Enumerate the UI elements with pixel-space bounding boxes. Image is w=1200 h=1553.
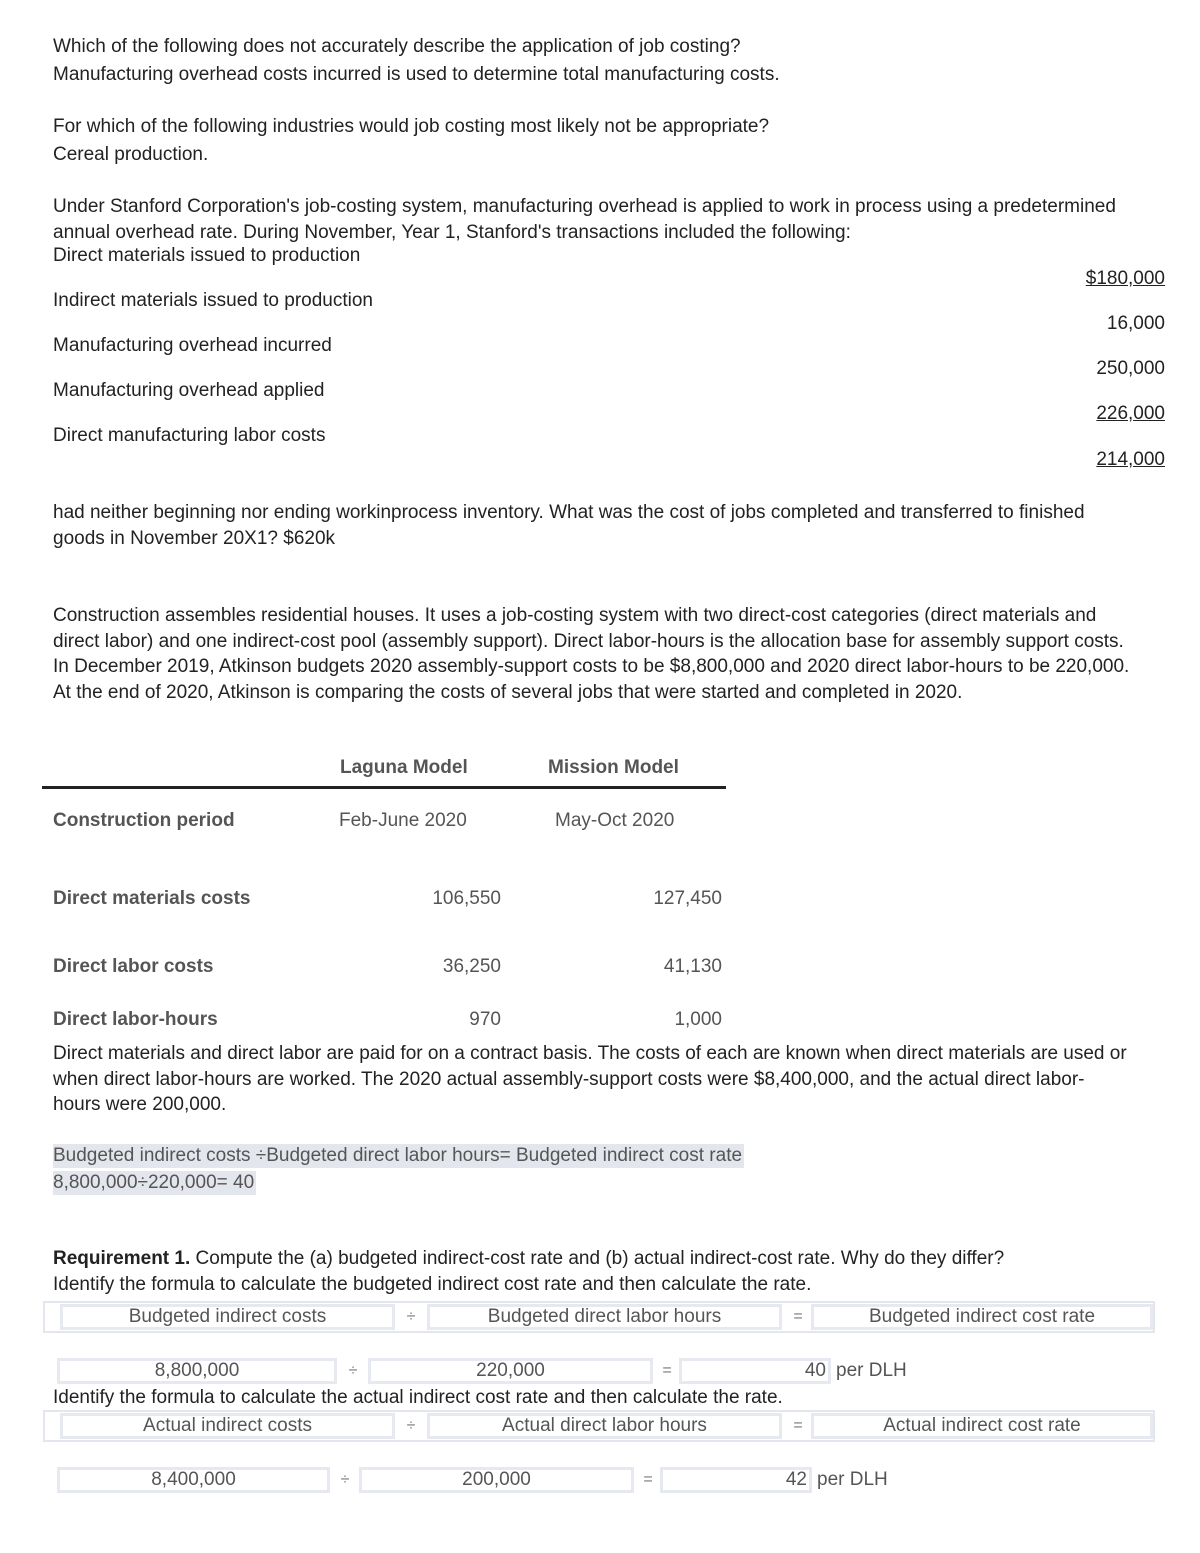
- cell-value: 1,000: [674, 1009, 722, 1030]
- column-header-laguna: Laguna Model: [340, 757, 468, 778]
- after-table-line: Direct materials and direct labor are paid for on a contract basis. The costs of each are known when direct materials are used or: [53, 1043, 1127, 1064]
- cell-value: 970: [469, 1009, 501, 1030]
- highlight-line: 8,800,000÷220,000= 40: [53, 1172, 255, 1193]
- budgeted-rate-unit: per DLH: [836, 1360, 907, 1381]
- item-label: Manufacturing overhead applied: [53, 380, 325, 401]
- question-1: [53, 34, 780, 87]
- row-label: Direct labor-hours: [53, 1009, 218, 1030]
- item-value: 250,000: [1096, 358, 1165, 379]
- actual-indirect-cost-rate-select[interactable]: Actual indirect cost rate: [811, 1413, 1153, 1439]
- requirement-label: Requirement 1.: [53, 1248, 191, 1269]
- case-line: At the end of 2020, Atkinson is comparing the costs of several jobs that were started and completed in 2020.: [53, 681, 963, 703]
- case-description: [53, 603, 1129, 705]
- item-label: Direct manufacturing labor costs: [53, 425, 326, 446]
- question-3-followup: [53, 500, 1085, 551]
- item-value: 16,000: [1106, 313, 1165, 334]
- question-1-answer: Manufacturing overhead costs incurred is used to determine total manufacturing costs.: [53, 63, 780, 85]
- actual-instruction: Identify the formula to calculate the actual indirect cost rate and then calculate the rate.: [53, 1387, 783, 1408]
- after-table-line: hours were 200,000.: [53, 1094, 227, 1115]
- equals-sign: =: [662, 1362, 672, 1379]
- budgeted-indirect-costs-input[interactable]: 8,800,000: [57, 1358, 337, 1384]
- budgeted-labor-hours-input[interactable]: 220,000: [368, 1358, 653, 1384]
- case-line: In December 2019, Atkinson budgets 2020 assembly-support costs to be $8,800,000 and 2020 direct labor-hours to be 220,000.: [53, 656, 1130, 677]
- after-table-line: when direct labor-hours are worked. The 2020 actual assembly-support costs were $8,400,000, and the actual direct labor-: [53, 1068, 1085, 1090]
- question-2-answer: Cereal production.: [53, 143, 209, 165]
- row-label: Direct materials costs: [53, 888, 251, 909]
- after-table-text: [53, 1041, 1127, 1118]
- question-2: [53, 114, 769, 167]
- actual-direct-labor-hours-select[interactable]: Actual direct labor hours: [427, 1413, 782, 1439]
- question-3-intro-line: Under Stanford Corporation's job-costing system, manufacturing overhead is applied to work in process using a predetermined: [53, 196, 1116, 217]
- equals-sign: =: [793, 1308, 803, 1325]
- highlight-line: Budgeted indirect costs ÷Budgeted direct labor hours= Budgeted indirect cost rate: [53, 1145, 743, 1166]
- divide-sign: ÷: [406, 1308, 416, 1325]
- followup-line: goods in November 20X1? $620k: [53, 527, 336, 549]
- cell-value: 127,450: [653, 888, 722, 909]
- row-label: Direct labor costs: [53, 956, 214, 977]
- item-label: Indirect materials issued to production: [53, 290, 373, 311]
- question-2-text: For which of the following industries would job costing most likely not be appropriate?: [53, 116, 770, 137]
- requirement-heading: [53, 1248, 1004, 1270]
- cell-value: 41,130: [663, 956, 722, 977]
- divide-sign: ÷: [348, 1362, 358, 1379]
- followup-line: had neither beginning nor ending workinprocess inventory. What was the cost of jobs completed and transferred to finished: [53, 502, 1085, 523]
- budgeted-instruction: Identify the formula to calculate the budgeted indirect cost rate and then calculate the rate.: [53, 1274, 812, 1295]
- question-3-intro: [53, 194, 1116, 245]
- item-label: Direct materials issued to production: [53, 245, 361, 266]
- table-header-rule: [42, 786, 726, 789]
- item-value: 226,000: [1096, 403, 1165, 424]
- column-header-mission: Mission Model: [548, 757, 679, 778]
- equals-sign: =: [643, 1471, 653, 1488]
- divide-sign: ÷: [340, 1471, 350, 1488]
- budgeted-rate-input[interactable]: 40: [679, 1358, 831, 1384]
- question-1-text: Which of the following does not accurately describe the application of job costing?: [53, 36, 741, 57]
- cell-value: May-Oct 2020: [555, 810, 675, 831]
- actual-indirect-costs-input[interactable]: 8,400,000: [57, 1467, 330, 1493]
- budgeted-indirect-cost-rate-select[interactable]: Budgeted indirect cost rate: [811, 1304, 1153, 1330]
- question-3-intro-line: annual overhead rate. During November, Year 1, Stanford's transactions included the following:: [53, 221, 851, 243]
- row-label: Construction period: [53, 810, 235, 831]
- case-line: Construction assembles residential houses. It uses a job-costing system with two direct-cost categories (direct materials and: [53, 605, 1097, 626]
- budgeted-indirect-costs-select[interactable]: Budgeted indirect costs: [60, 1304, 395, 1330]
- item-value: $180,000: [1085, 268, 1165, 289]
- actual-indirect-costs-select[interactable]: Actual indirect costs: [60, 1413, 395, 1439]
- item-label: Manufacturing overhead incurred: [53, 335, 332, 356]
- actual-rate-unit: per DLH: [817, 1469, 888, 1490]
- divide-sign: ÷: [406, 1417, 416, 1434]
- item-value: 214,000: [1096, 449, 1165, 470]
- actual-rate-input[interactable]: 42: [660, 1467, 812, 1493]
- equals-sign: =: [793, 1417, 803, 1434]
- requirement-text: Compute the (a) budgeted indirect-cost rate and (b) actual indirect-cost rate. Why do they differ?: [190, 1248, 1005, 1269]
- cell-value: 106,550: [432, 888, 501, 909]
- cell-value: 36,250: [442, 956, 501, 977]
- cell-value: Feb-June 2020: [339, 810, 467, 831]
- actual-labor-hours-input[interactable]: 200,000: [359, 1467, 634, 1493]
- budgeted-direct-labor-hours-select[interactable]: Budgeted direct labor hours: [427, 1304, 782, 1330]
- case-line: direct labor) and one indirect-cost pool (assembly support). Direct labor-hours is the allocation base for assembly support costs.: [53, 630, 1124, 652]
